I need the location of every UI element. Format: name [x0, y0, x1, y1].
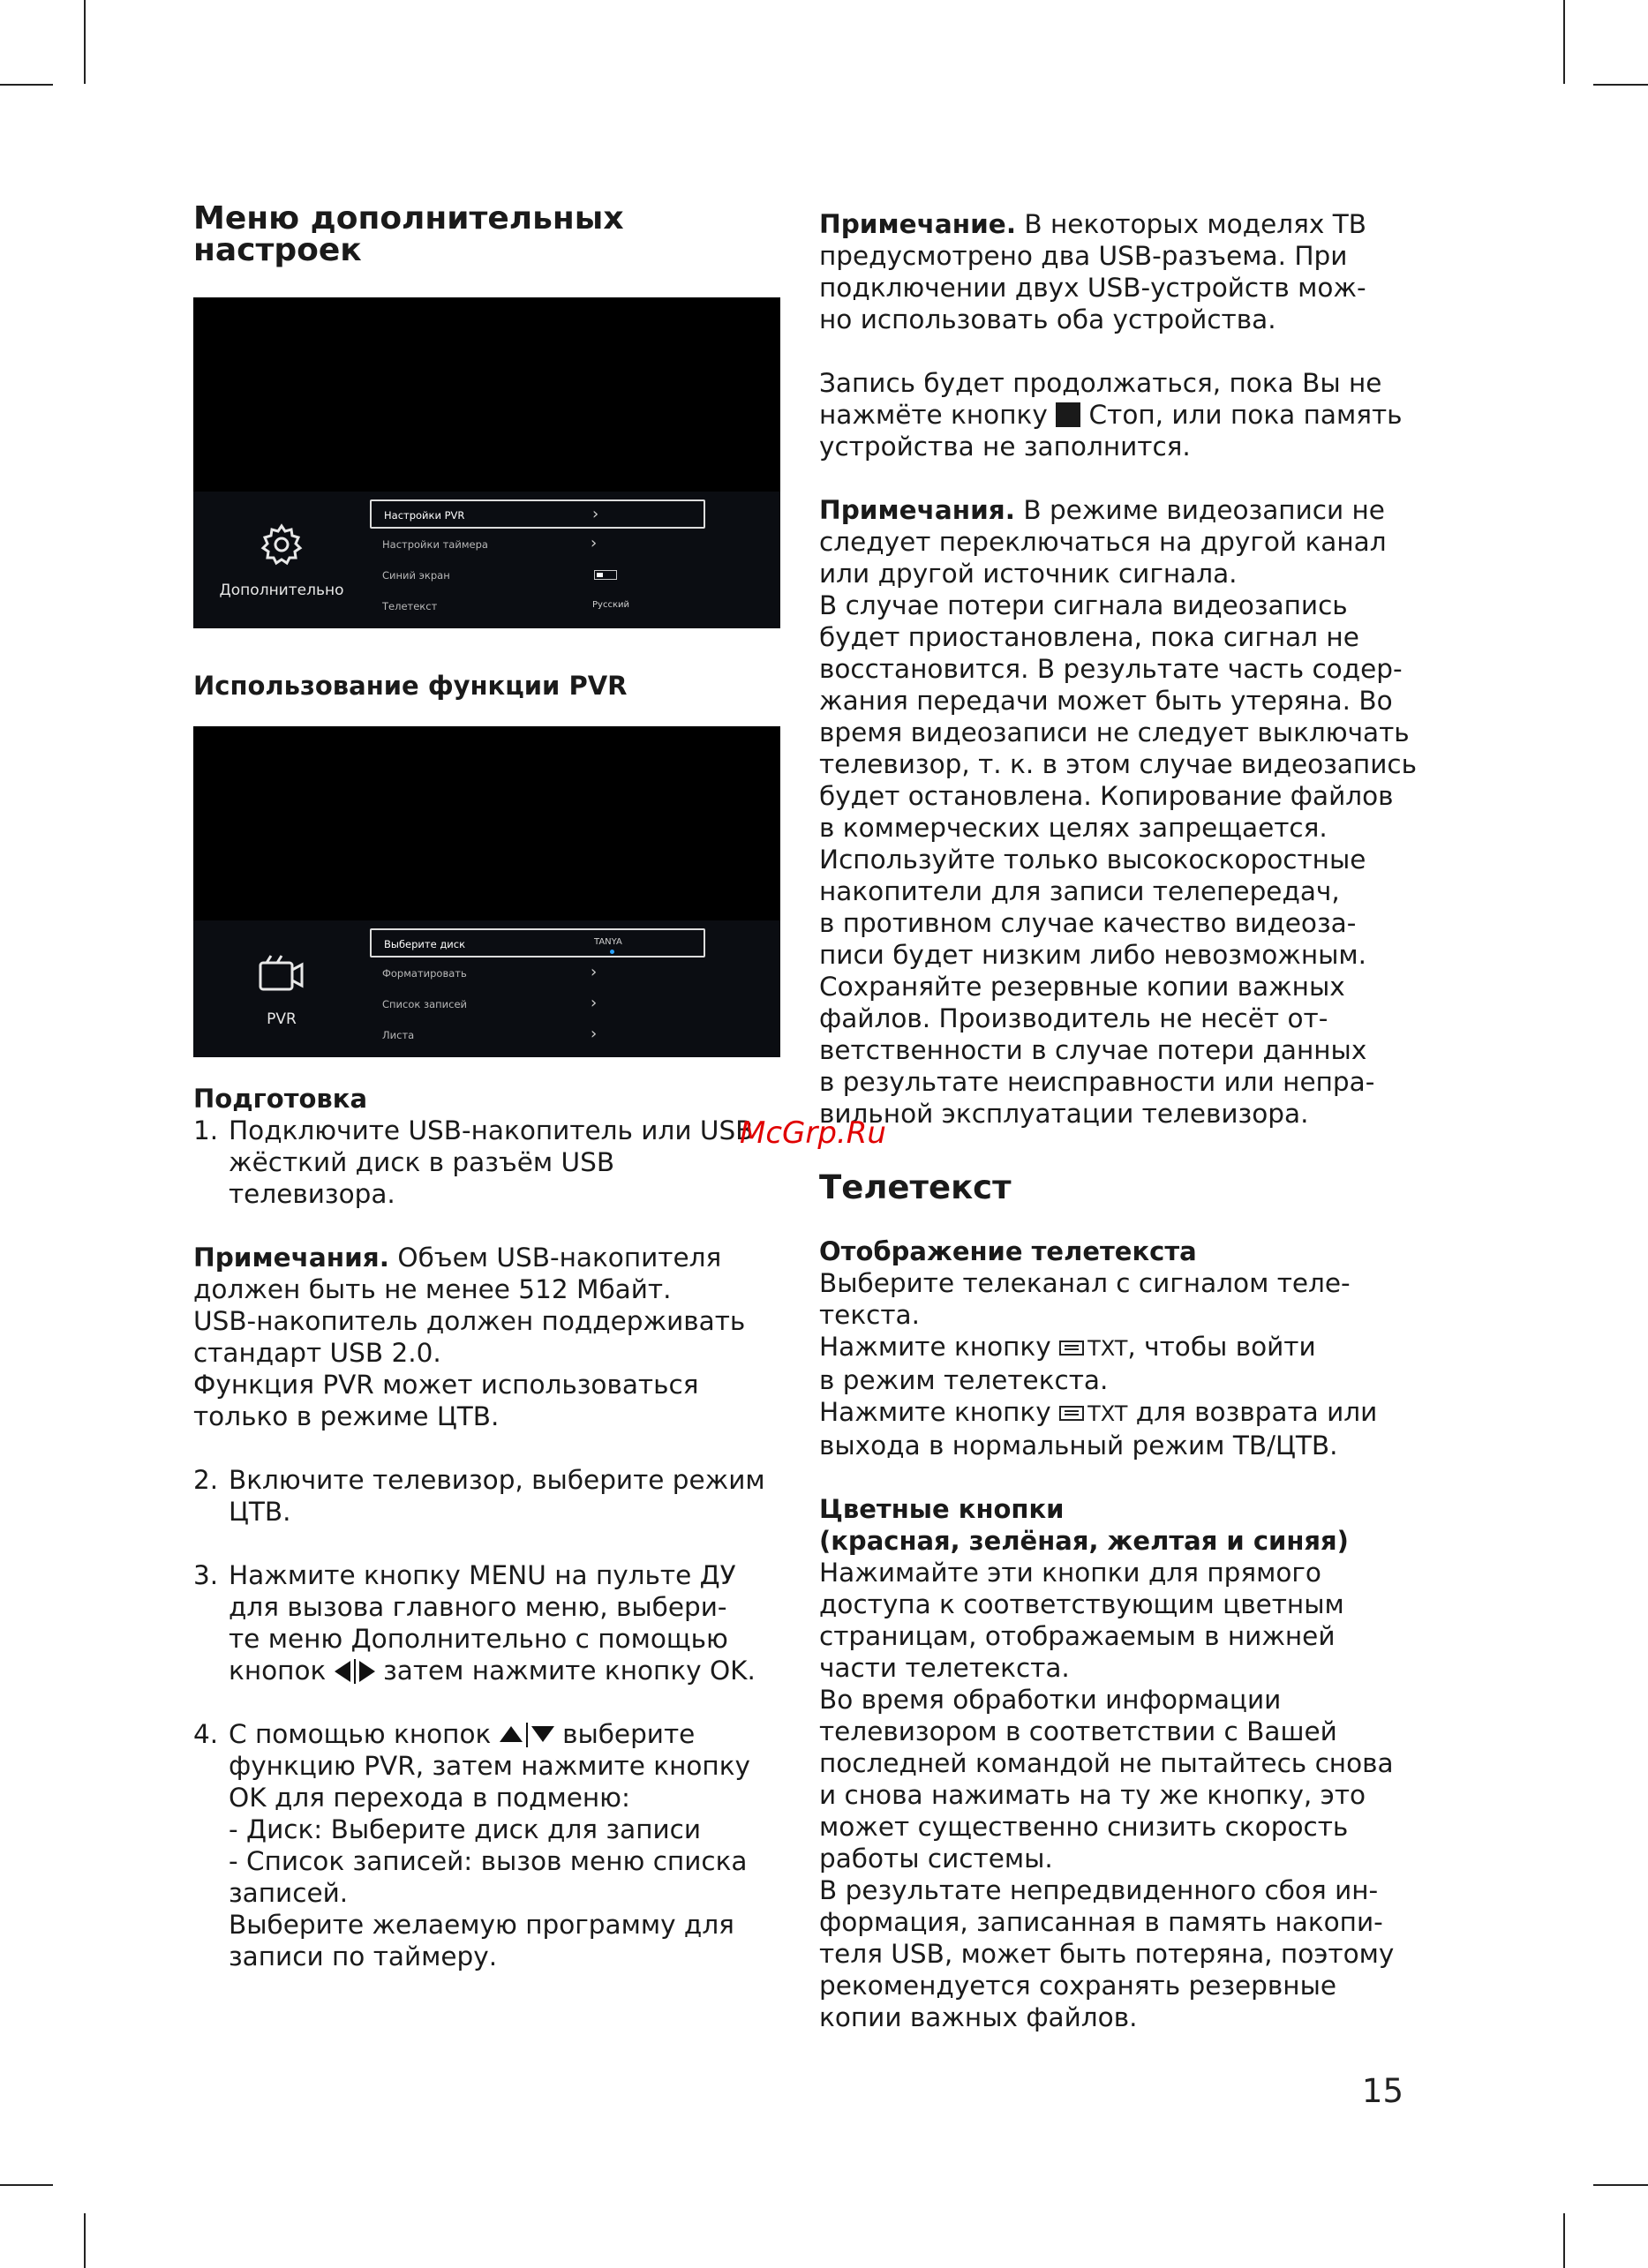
list-item [193, 1115, 780, 1210]
note-label: Примечания. [193, 1243, 389, 1273]
txt-button-label: TXT [1087, 1401, 1128, 1426]
screen-caption: PVR [267, 1010, 297, 1028]
paragraph-text: теля USB, может быть потеряна, поэтому [819, 1939, 1395, 1969]
toggle-switch[interactable] [594, 570, 617, 580]
menu-title-line1: Меню дополнительных [193, 200, 624, 237]
crop-mark [84, 2213, 86, 2268]
selection-dot-icon [610, 950, 614, 954]
note-label: Примечание. [819, 209, 1017, 239]
note-text: USB-накопитель должен поддерживать [193, 1306, 746, 1336]
note-text: вильной эксплуатации телевизора. [819, 1099, 1309, 1129]
watermark: McGrp.Ru [740, 1115, 886, 1151]
menu-item-label: Список записей [382, 998, 468, 1010]
paragraph-text: телевизором в соответствии с Вашей [819, 1716, 1337, 1746]
note-text: стандарт USB 2.0. [193, 1338, 441, 1368]
paragraph-text: и снова нажимать на ту же кнопку, это [819, 1780, 1366, 1810]
list-item [193, 1718, 780, 1972]
paragraph-text: формация, записанная в память накопи- [819, 1907, 1383, 1937]
gear-icon [260, 522, 304, 567]
steps-list [193, 1115, 780, 1210]
note1-paragraph [819, 208, 1455, 335]
prep-title: Подготовка [193, 1084, 368, 1114]
note-text: Сохраняйте резервные копии важных [819, 972, 1345, 1002]
separator-icon [354, 1659, 356, 1684]
arrow-right-icon [359, 1661, 375, 1682]
note-text: В некоторых моделях ТВ [1016, 209, 1366, 239]
note-text: следует переключаться на другой канал [819, 527, 1387, 557]
paragraph-text: выхода в нормальный режим ТВ/ЦТВ. [819, 1431, 1338, 1461]
paragraph-text: страницам, отображаемым в нижней [819, 1621, 1336, 1651]
note-label: Примечания. [819, 495, 1015, 525]
chevron-right-icon: › [591, 994, 598, 1012]
note-text: Используйте только высокоскоростные [819, 845, 1366, 875]
pvr-title: Использование функции PVR [193, 671, 628, 701]
menu-item-teletext[interactable] [370, 592, 705, 621]
note-text: телевизор, т. к. в этом случае видеозапись [819, 749, 1417, 779]
chevron-right-icon: › [591, 534, 598, 552]
note-text: писи будет низким либо невозможным. [819, 940, 1367, 970]
note-text: в результате неисправности или непра- [819, 1067, 1375, 1097]
paragraph-text: копии важных файлов. [819, 2002, 1138, 2032]
paragraph-text: Нажмите кнопку [819, 1397, 1060, 1427]
steps-list [193, 1464, 780, 1528]
paragraph-text: может существенно снизить скорость [819, 1812, 1349, 1842]
menu-item-select-disk[interactable] [370, 928, 705, 958]
teletext-icon [1059, 1406, 1084, 1421]
note-text: должен быть не менее 512 Мбайт. [193, 1274, 672, 1304]
paragraph-text: устройства не заполнится. [819, 432, 1191, 462]
menu-panel [193, 920, 780, 1057]
menu-title [193, 200, 780, 268]
paragraph-text: Стоп, или пока память [1080, 400, 1403, 430]
note-text: подключении двух USB-устройств мож- [819, 273, 1366, 303]
step-text: выберите [553, 1719, 696, 1749]
step-text: записей. [229, 1878, 349, 1908]
step-text: жёсткий диск в разъём USB телевизора. [229, 1147, 615, 1209]
step-text: те меню Дополнительно с помощью [229, 1624, 728, 1654]
menu-item-label: Настройки таймера [382, 538, 488, 551]
note-text: только в режиме ЦТВ. [193, 1401, 500, 1431]
note-text: восстановится. В результате часть содер- [819, 654, 1403, 684]
menu-item-label: Выберите диск [384, 938, 466, 950]
paragraph-text: В результате непредвиденного сбоя ин- [819, 1875, 1379, 1905]
chevron-right-icon: › [591, 963, 598, 981]
note-text: в противном случае качество видеоза- [819, 908, 1357, 938]
step-text: - Диск: Выберите диск для записи [229, 1814, 702, 1844]
menu-item-label: Листа [382, 1029, 415, 1041]
teletext-icon [1059, 1341, 1084, 1356]
record-paragraph [819, 367, 1455, 462]
menu-item-value: TANYA [594, 937, 622, 947]
crop-mark [1593, 84, 1648, 86]
step-text: Выберите желаемую программу для [229, 1910, 734, 1940]
list-item [193, 1464, 780, 1528]
notes-paragraph [193, 1242, 780, 1432]
menu-item-pvr-settings[interactable] [370, 499, 705, 529]
list-item [193, 1559, 780, 1686]
menu-item-blue-screen[interactable] [370, 561, 705, 590]
note2-paragraph [819, 494, 1455, 1130]
note-text: накопители для записи телепередач, [819, 876, 1340, 906]
menu-title-line2: настроек [193, 232, 362, 268]
separator-icon [526, 1723, 528, 1747]
step-number: 1. [193, 1115, 219, 1145]
menu-item-label: Синий экран [382, 569, 450, 582]
teletext-title: Телетекст [819, 1168, 1012, 1206]
paragraph-text: доступа к соответствующим цветным [819, 1589, 1344, 1619]
screen-caption: Дополнительно [219, 582, 344, 599]
crop-mark [1593, 2184, 1648, 2186]
step-text: для вызова главного меню, выбери- [229, 1592, 727, 1622]
crop-mark [84, 0, 86, 84]
note-text: В режиме видеозаписи не [1014, 495, 1385, 525]
paragraph-text: рекомендуется сохранять резервные [819, 1971, 1337, 2001]
crop-mark [1563, 0, 1565, 84]
recorder-icon [258, 952, 305, 993]
chevron-right-icon: › [591, 1025, 598, 1043]
chevron-right-icon: › [592, 505, 599, 523]
menu-item-label: Форматировать [382, 967, 467, 980]
steps-list [193, 1718, 780, 1972]
menu-item-label: Телетекст [382, 600, 438, 612]
paragraph-text: работы системы. [819, 1844, 1053, 1874]
steps-list [193, 1559, 780, 1686]
note-text: но использовать оба устройства. [819, 304, 1276, 334]
paragraph-text: в режим телетекста. [819, 1365, 1109, 1395]
note-text: жания передачи может быть утеряна. Во [819, 686, 1393, 716]
note-text: Функция PVR может использоваться [193, 1370, 699, 1400]
note-text: предусмотрено два USB-разъема. При [819, 241, 1348, 271]
paragraph-text: Выберите телеканал с сигналом теле- [819, 1268, 1351, 1298]
tv-screen-advanced [193, 297, 780, 628]
step-number: 3. [193, 1560, 219, 1590]
step-text: OK для перехода в подменю: [229, 1783, 630, 1813]
txt-button-label: TXT [1087, 1336, 1128, 1361]
note-text: файлов. Производитель не несёт от- [819, 1003, 1328, 1033]
step-number: 2. [193, 1465, 219, 1495]
step-number: 4. [193, 1719, 219, 1749]
crop-mark [0, 2184, 53, 2186]
paragraph-text: Нажимайте эти кнопки для прямого [819, 1558, 1321, 1588]
note-text: в коммерческих целях запрещается. [819, 813, 1328, 843]
paragraph-text: текста. [819, 1300, 921, 1330]
subtitle-line: Цветные кнопки [819, 1494, 1065, 1524]
crop-mark [1563, 2213, 1565, 2268]
step-text: Нажмите кнопку MENU на пульте ДУ [229, 1560, 736, 1590]
step-text: затем нажмите кнопку OK. [374, 1656, 756, 1686]
note-text: или другой источник сигнала. [819, 559, 1238, 589]
step-text: функцию PVR, затем нажмите кнопку [229, 1751, 750, 1781]
menu-item-value: Русский [592, 600, 629, 610]
display-paragraph [819, 1267, 1455, 1461]
paragraph-text: , чтобы войти [1127, 1332, 1316, 1362]
note-text: Объем USB-накопителя [388, 1243, 722, 1273]
arrow-down-icon [531, 1726, 554, 1742]
menu-item-record-list[interactable] [370, 990, 705, 1019]
paragraph-text: части телетекста. [819, 1653, 1070, 1683]
paragraph-text: нажмёте кнопку [819, 400, 1057, 430]
menu-item-label: Настройки PVR [384, 509, 465, 522]
menu-panel [193, 492, 780, 628]
step-text: Подключите USB-накопитель или USB [229, 1115, 754, 1145]
color-buttons-paragraph [819, 1557, 1455, 2033]
arrow-up-icon [500, 1726, 523, 1742]
note-text: будет приостановлена, пока сигнал не [819, 622, 1359, 652]
menu-item-list[interactable] [370, 1021, 705, 1050]
subtitle-line: (красная, зелёная, желтая и синяя) [819, 1526, 1349, 1556]
crop-mark [0, 84, 53, 86]
left-column [193, 200, 780, 1972]
menu-item-timer-settings[interactable] [370, 530, 705, 559]
note-text: время видеозаписи не следует выключать [819, 717, 1410, 747]
step-text: кнопок [229, 1656, 335, 1686]
tv-screen-pvr [193, 726, 780, 1057]
page-number: 15 [1361, 2072, 1403, 2110]
paragraph-text: для возврата или [1127, 1397, 1378, 1427]
note-text: ветственности в случае потери данных [819, 1035, 1367, 1065]
step-text: С помощью кнопок [229, 1719, 500, 1749]
paragraph-text: Нажмите кнопку [819, 1332, 1060, 1362]
note-text: будет остановлена. Копирование файлов [819, 781, 1394, 811]
step-text: ЦТВ. [229, 1497, 291, 1527]
display-teletext-title: Отображение телетекста [819, 1236, 1197, 1266]
right-column [819, 208, 1455, 2033]
color-buttons-title [819, 1493, 1455, 1557]
paragraph-text: Во время обработки информации [819, 1685, 1282, 1715]
paragraph-text: последней командой не пытайтесь снова [819, 1748, 1394, 1778]
step-text: Включите телевизор, выберите режим [229, 1465, 765, 1495]
note-text: В случае потери сигнала видеозапись [819, 590, 1348, 620]
step-text: - Список записей: вызов меню списка [229, 1846, 748, 1876]
stop-icon [1056, 402, 1080, 427]
arrow-left-icon [335, 1661, 350, 1682]
step-text: записи по таймеру. [229, 1941, 498, 1971]
menu-item-format[interactable] [370, 959, 705, 988]
paragraph-text: Запись будет продолжаться, пока Вы не [819, 368, 1382, 398]
